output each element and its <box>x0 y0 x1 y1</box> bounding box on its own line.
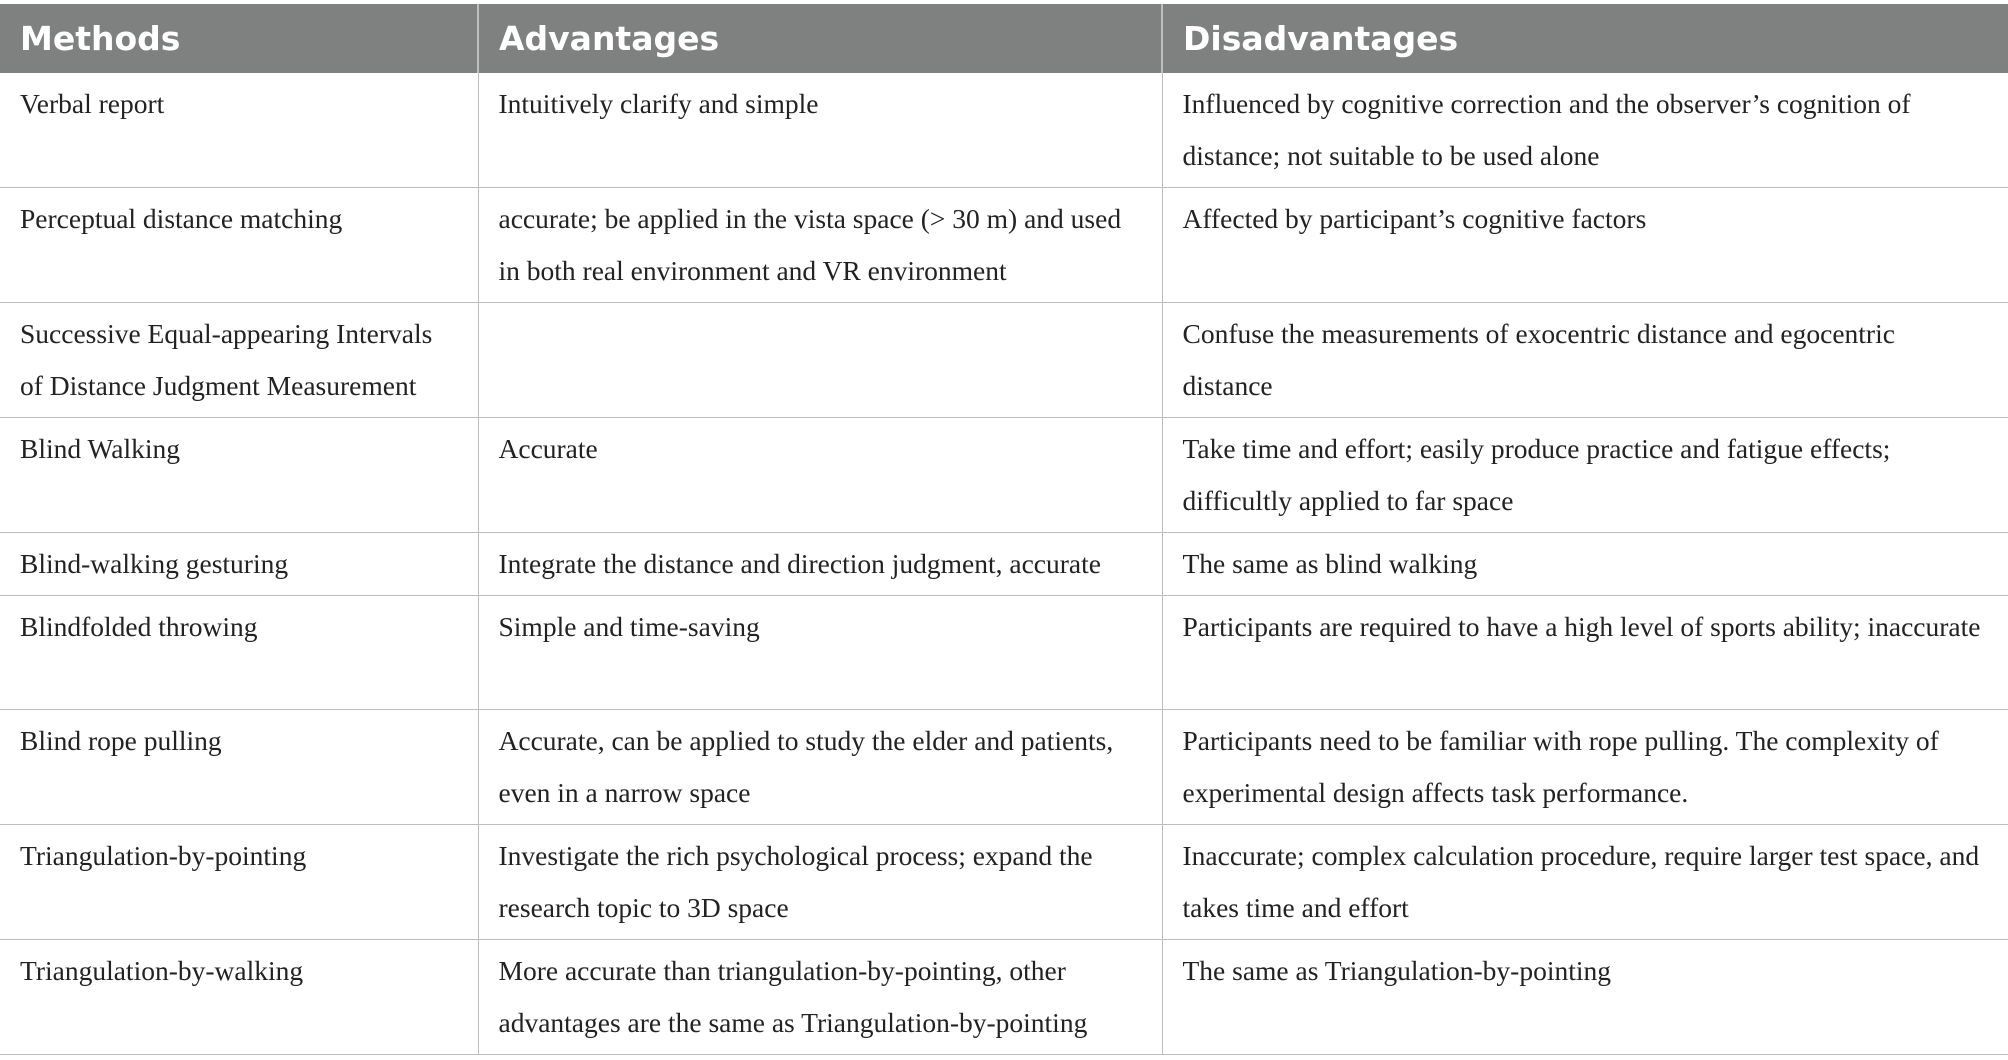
advantages-cell: More accurate than triangulation-by-pointing, other advantages are the same as Triangulation-by-pointing <box>478 940 1162 1055</box>
method-cell: Successive Equal-appearing Intervals of Distance Judgment Measurement <box>0 303 478 418</box>
header-methods: Methods <box>0 4 478 73</box>
table-row <box>0 533 2008 596</box>
method-cell: Blind rope pulling <box>0 710 478 825</box>
methods-comparison-table <box>0 4 2008 1055</box>
header-disadvantages: Disadvantages <box>1162 4 2008 73</box>
table-row <box>0 596 2008 710</box>
method-cell: Blind-walking gesturing <box>0 533 478 596</box>
method-cell: Blindfolded throwing <box>0 596 478 710</box>
method-cell: Triangulation-by-walking <box>0 940 478 1055</box>
advantages-cell: Accurate <box>478 418 1162 533</box>
method-cell: Blind Walking <box>0 418 478 533</box>
disadvantages-cell: Take time and effort; easily produce practice and fatigue effects; difficultly applied to far space <box>1162 418 2008 533</box>
table-row <box>0 710 2008 825</box>
disadvantages-cell: Affected by participant’s cognitive factors <box>1162 188 2008 303</box>
method-cell: Verbal report <box>0 73 478 188</box>
disadvantages-cell: Participants are required to have a high level of sports ability; inaccurate <box>1162 596 2008 710</box>
advantages-cell <box>478 303 1162 418</box>
methods-comparison-table-container <box>0 4 2008 1055</box>
table-row <box>0 825 2008 940</box>
table-row <box>0 418 2008 533</box>
table-row <box>0 188 2008 303</box>
advantages-cell: Integrate the distance and direction judgment, accurate <box>478 533 1162 596</box>
disadvantages-cell: Confuse the measurements of exocentric distance and egocentric distance <box>1162 303 2008 418</box>
advantages-cell: accurate; be applied in the vista space (> 30 m) and used in both real environment and VR environment <box>478 188 1162 303</box>
advantages-cell: Investigate the rich psychological process; expand the research topic to 3D space <box>478 825 1162 940</box>
method-cell: Perceptual distance matching <box>0 188 478 303</box>
disadvantages-cell: Influenced by cognitive correction and the observer’s cognition of distance; not suitable to be used alone <box>1162 73 2008 188</box>
table-row <box>0 303 2008 418</box>
table-header-row <box>0 4 2008 73</box>
advantages-cell: Accurate, can be applied to study the elder and patients, even in a narrow space <box>478 710 1162 825</box>
table-row <box>0 73 2008 188</box>
disadvantages-cell: The same as blind walking <box>1162 533 2008 596</box>
advantages-cell: Intuitively clarify and simple <box>478 73 1162 188</box>
header-advantages: Advantages <box>478 4 1162 73</box>
disadvantages-cell: Participants need to be familiar with rope pulling. The complexity of experimental design affects task performance. <box>1162 710 2008 825</box>
table-row <box>0 940 2008 1055</box>
disadvantages-cell: The same as Triangulation-by-pointing <box>1162 940 2008 1055</box>
advantages-cell: Simple and time-saving <box>478 596 1162 710</box>
method-cell: Triangulation-by-pointing <box>0 825 478 940</box>
disadvantages-cell: Inaccurate; complex calculation procedure, require larger test space, and takes time and effort <box>1162 825 2008 940</box>
